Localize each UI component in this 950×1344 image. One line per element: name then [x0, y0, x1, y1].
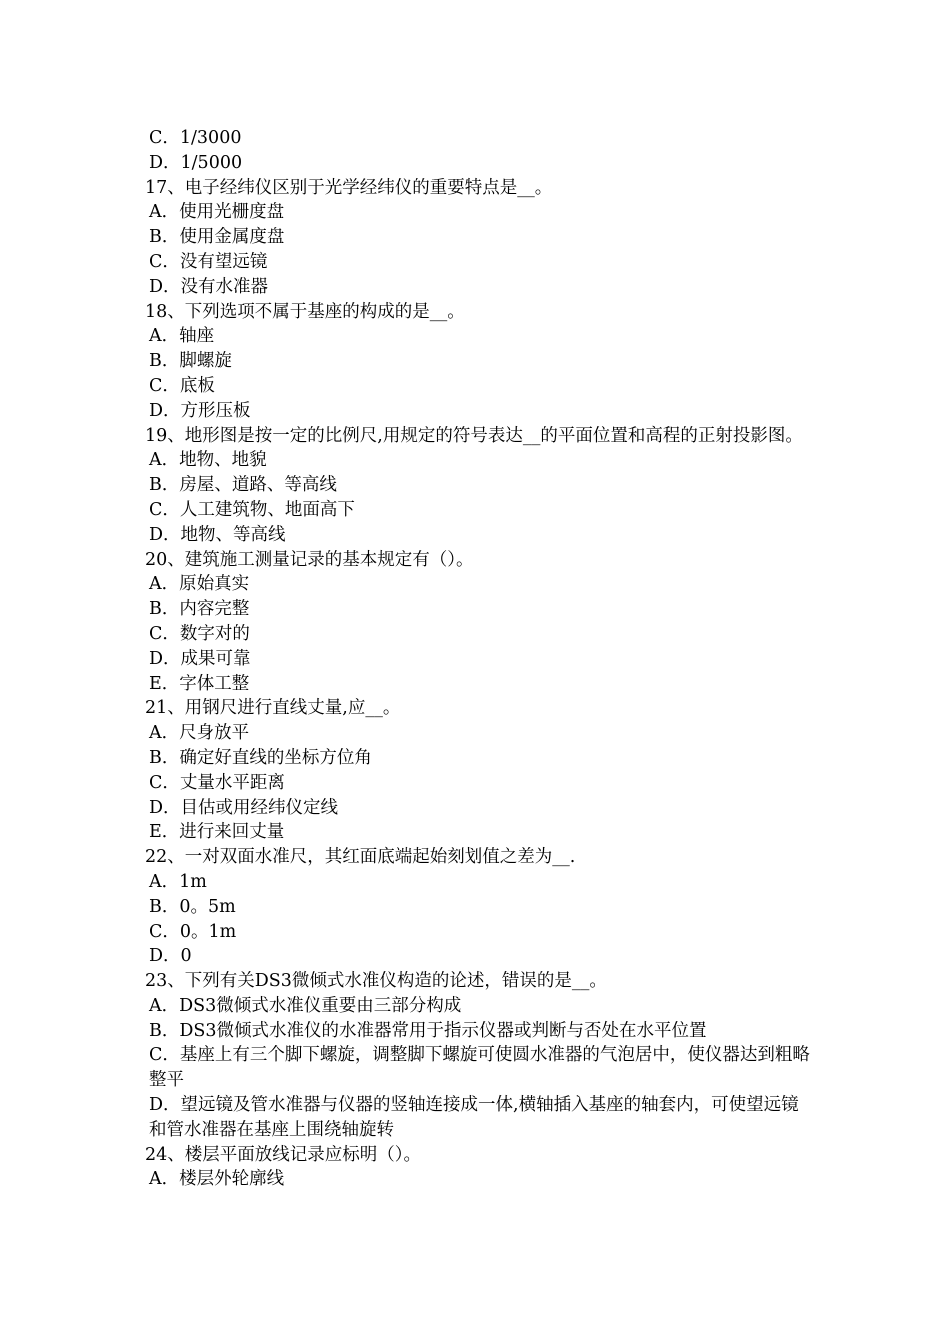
question-24: 24、楼层平面放线记录应标明（）。 [145, 1144, 422, 1165]
question-22: 22、一对双面水准尺，其红面底端起始刻划值之差为__. [145, 847, 576, 868]
option-line: A．轴座 [149, 326, 215, 347]
option-line: A．尺身放平 [149, 723, 250, 744]
option-line: D．成果可靠 [149, 648, 251, 669]
option-line: D．望远镜及管水准器与仪器的竖轴连接成一体,横轴插入基座的轴套内，可使望远镜和管水准器在基座上围绕轴旋转 [149, 1095, 799, 1140]
question-list [145, 126, 810, 1192]
option-line: C．基座上有三个脚下螺旋，调整脚下螺旋可使圆水准器的气泡居中，使仪器达到粗略整平 [149, 1045, 810, 1091]
option-line: D．1/5000 [149, 152, 243, 173]
option-line: B．使用金属度盘 [149, 227, 285, 248]
question-20: 20、建筑施工测量记录的基本规定有（）。 [145, 549, 474, 570]
option-line: B．0。5m [149, 896, 236, 917]
option-line: B．脚螺旋 [149, 351, 232, 372]
option-line: E．进行来回丈量 [149, 822, 285, 843]
option-line: C．没有望远镜 [149, 251, 268, 272]
option-line: A．楼层外轮廓线 [149, 1169, 285, 1190]
option-line: A．使用光栅度盘 [149, 202, 285, 223]
option-line: A．DS3微倾式水准仪重要由三部分构成 [149, 995, 462, 1016]
option-line: D．目估或用经纬仪定线 [149, 797, 339, 818]
option-line: C．人工建筑物、地面高下 [149, 499, 355, 520]
option-line: C．1/3000 [149, 128, 242, 148]
option-line: C．底板 [149, 375, 215, 396]
option-line: C．0。1m [149, 921, 237, 942]
option-line: D．没有水准器 [149, 276, 269, 297]
option-line: D．方形压板 [149, 400, 251, 421]
option-line: B．房屋、道路、等高线 [149, 475, 337, 496]
option-line: C．丈量水平距离 [149, 772, 285, 793]
question-21: 21、用钢尺进行直线丈量,应__。 [145, 698, 401, 719]
question-19: 19、地形图是按一定的比例尺,用规定的符号表达__的平面位置和高程的正射投影图。 [145, 425, 803, 446]
option-line: E．字体工整 [149, 673, 250, 694]
option-line: B．确定好直线的坐标方位角 [149, 747, 372, 768]
question-17: 17、电子经纬仪区别于光学经纬仪的重要特点是__。 [145, 177, 553, 198]
option-line: B．内容完整 [149, 599, 250, 620]
question-18: 18、下列选项不属于基座的构成的是__。 [145, 301, 465, 322]
option-line: A．原始真实 [149, 574, 250, 595]
option-line: B．DS3微倾式水准仪的水准器常用于指示仪器或判断与否处在水平位置 [149, 1020, 707, 1041]
question-23: 23、下列有关DS3微倾式水准仪构造的论述，错误的是__。 [145, 971, 607, 992]
option-line: C．数字对的 [149, 623, 250, 644]
option-line: D．地物、等高线 [149, 524, 286, 545]
option-line: D．0 [149, 946, 192, 967]
option-line: A．1m [149, 871, 207, 892]
option-line: A．地物、地貌 [149, 450, 267, 471]
